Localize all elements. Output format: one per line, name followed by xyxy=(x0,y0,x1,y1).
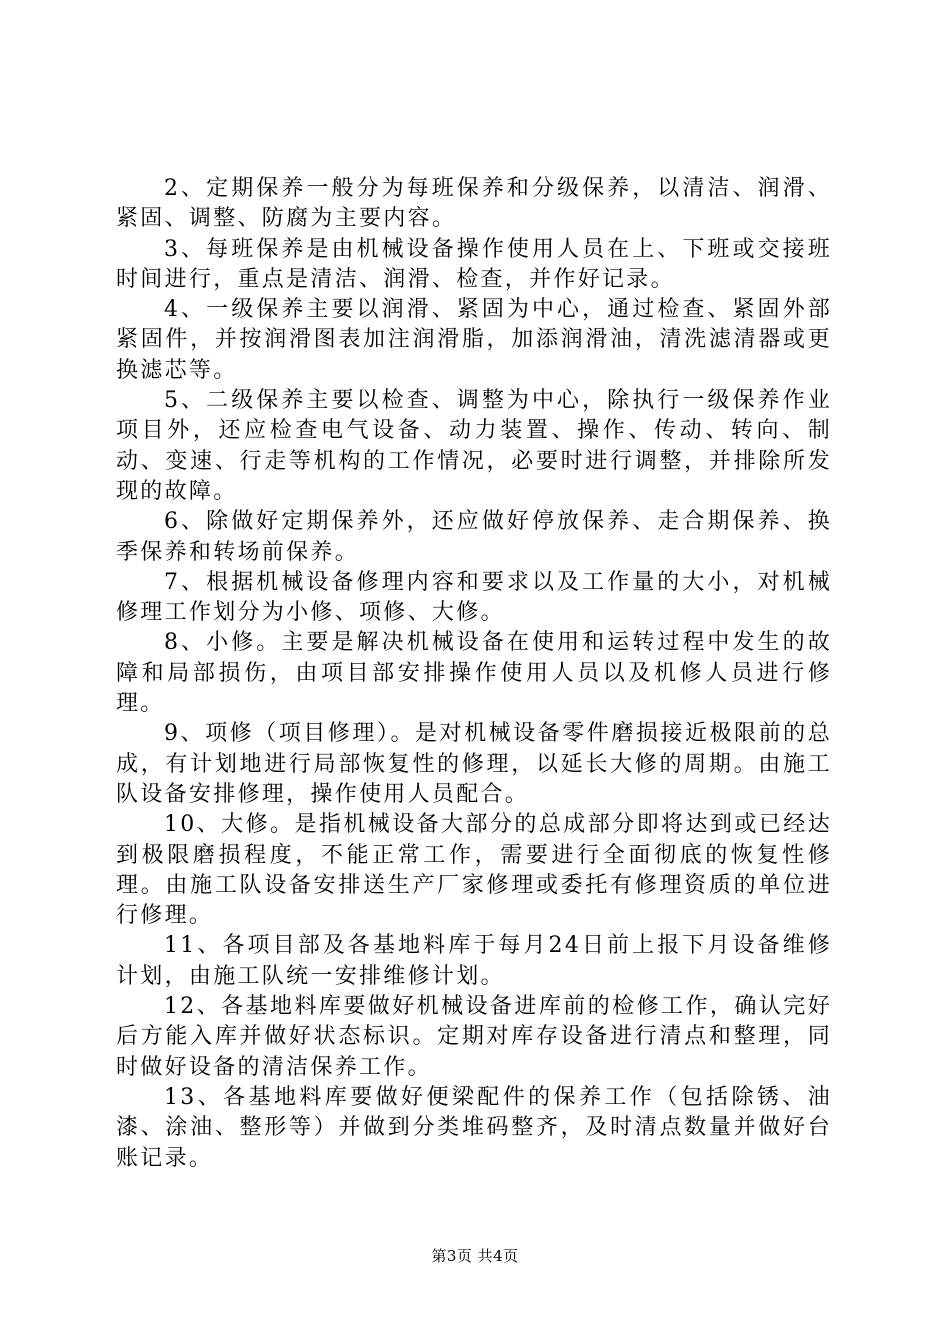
paragraph-2: 2、定期保养一般分为每班保养和分级保养，以清洁、润滑、紧固、调整、防腐为主要内容。 xyxy=(116,176,832,232)
paragraph-4: 4、一级保养主要以润滑、紧固为中心，通过检查、紧固外部紧固件，并按润滑图表加注润滑脂，加添润滑油，清洗滤清器或更换滤芯等。 xyxy=(116,297,832,383)
paragraph-8: 8、小修。主要是解决机械设备在使用和运转过程中发生的故障和局部损伤，由项目部安排操作使用人员以及机修人员进行修理。 xyxy=(116,630,832,717)
paragraph-6: 6、除做好定期保养外，还应做好停放保养、走合期保养、换季保养和转场前保养。 xyxy=(116,509,832,565)
paragraph-9: 9、项修（项目修理）。是对机械设备零件磨损接近极限前的总成，有计划地进行局部恢复性的修理，以延长大修的周期。由施工队设备安排修理，操作使用人员配合。 xyxy=(116,721,832,807)
paragraph-11: 11、各项目部及各基地料库于每月24日前上报下月设备维修计划，由施工队统一安排维修计划。 xyxy=(116,933,832,989)
paragraph-10: 10、大修。是指机械设备大部分的总成部分即将达到或已经达到极限磨损程度，不能正常工作，需要进行全面彻底的恢复性修理。由施工队设备安排送生产厂家修理或委托有修理资质的单位进行修理。 xyxy=(116,812,832,929)
paragraph-3: 3、每班保养是由机械设备操作使用人员在上、下班或交接班时间进行，重点是清洁、润滑、检查，并作好记录。 xyxy=(116,236,832,292)
paragraph-13: 13、各基地料库要做好便梁配件的保养工作（包括除锈、油漆、涂油、整形等）并做到分类堆码整齐，及时清点数量并做好台账记录。 xyxy=(116,1084,832,1171)
document-body xyxy=(116,174,832,1174)
paragraph-5: 5、二级保养主要以检查、调整为中心，除执行一级保养作业项目外，还应检查电气设备、动力装置、操作、传动、转向、制动、变速、行走等机构的工作情况，必要时进行调整，并排除所发现的故障。 xyxy=(116,388,832,504)
page-footer: 第3页 共4页 xyxy=(431,1247,519,1265)
paragraph-12: 12、各基地料库要做好机械设备进库前的检修工作，确认完好后方能入库并做好状态标识。定期对库存设备进行清点和整理，同时做好设备的清洁保养工作。 xyxy=(116,994,832,1080)
paragraph-7: 7、根据机械设备修理内容和要求以及工作量的大小，对机械修理工作划分为小修、项修、大修。 xyxy=(116,569,832,626)
